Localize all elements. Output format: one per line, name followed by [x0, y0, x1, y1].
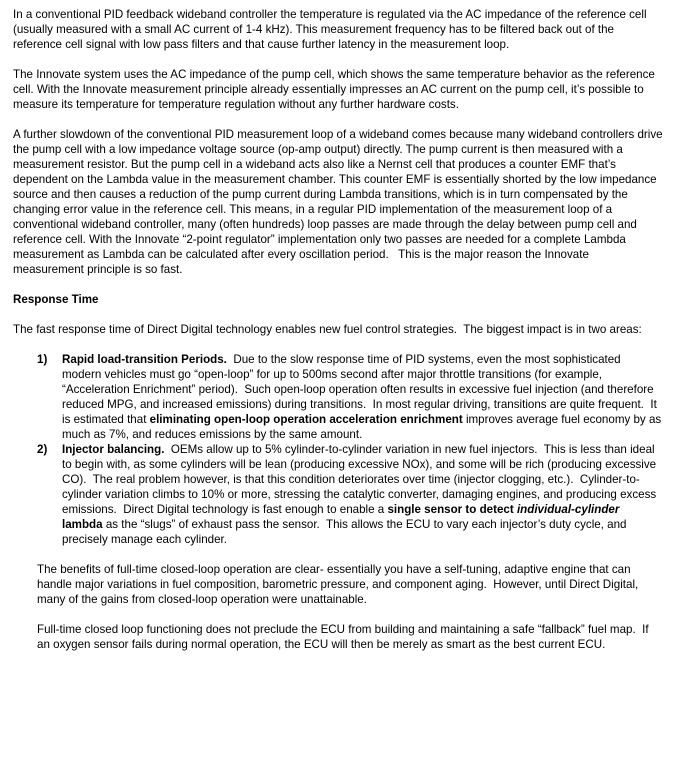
- text-segment: Rapid load-transition Periods.: [62, 353, 227, 366]
- text-segment: individual-cylinder: [516, 503, 620, 516]
- text-segment: Due to the slow response time of PID systems, even the most sophisticated modern vehicles must go “open-loop” for up to 500ms second after major throttle transitions (for example, “Acceleration Enrichment” period). Such open-loop operation often results in excessive fuel injection (and therefore reduced MPG, and increased emissions) during transitions. In most regular driving, transitions are quite frequent. It is estimated that: [62, 353, 661, 426]
- section-heading: [13, 292, 663, 307]
- text-segment: The Innovate system uses the AC impedance of the pump cell, which shows the same temperature behavior as the reference cell. With the Innovate measurement principle already essentially impresses an AC current on the pump cell, it’s possible to measure its temperature for temperature regulation without any further hardware costs.: [13, 68, 659, 111]
- paragraph: [13, 127, 666, 277]
- text-segment: A further slowdown of the conventional PID measurement loop of a wideband comes because many wideband controllers drive the pump cell with a low impedance voltage source (op-amp output) directly. The pump current is then measured with a measurement resistor. But the pump cell in a wideband acts also like a Nernst cell that produces a counter EMF that’s dependent on the Lambda value in the measurement chamber. This counter EMF is essentially shorted by the low impedance source and then causes a reduction of the pump current during Lambda transitions, which is in turn compensated by the changing error value in the reference cell. This means, in a regular PID implementation of the measurement loop of a conventional wideband controller, many (often hundreds) loop passes are made through the delay between pump cell and reference cell. With the Innovate “2-point regulator” implementation only two passes are needed for a complete Lambda measurement as Lambda can be calculated after every oscillation period. This is the major reason the Innovate measurement principle is so fast.: [13, 128, 666, 276]
- list-item: [13, 352, 663, 442]
- text-segment: Full-time closed loop functioning does not preclude the ECU from building and maintaining a safe “fallback” fuel map. If an oxygen sensor fails during normal operation, the ECU will then be merely as smart as the best current ECU.: [37, 623, 652, 651]
- numbered-list: [13, 352, 663, 547]
- list-item-text: [62, 352, 663, 442]
- paragraph: [13, 7, 663, 52]
- paragraph: [13, 67, 663, 112]
- text-segment: eliminating open-loop operation acceleration enrichment: [149, 413, 463, 426]
- text-segment: In a conventional PID feedback wideband controller the temperature is regulated via the AC impedance of the reference cell (usually measured with a small AC current of 1-4 kHz). This measurement frequency has to be filtered back out of the reference cell signal with low pass filters and that cause further latency in the measurement loop.: [13, 8, 650, 51]
- list-item-number: 1): [37, 353, 48, 366]
- paragraph: [37, 562, 663, 607]
- text-segment: OEMs allow up to 5% cylinder-to-cylinder variation in new fuel injectors. This is less than ideal to begin with, as some cylinders will be lean (producing excessive NOx), and some will be rich (producing excessive CO). The real problem however, is that this condition deteriorates over time (injector clogging, etc.). Cylinder-to-cylinder variation climbs to 10% or more, stressing the catalytic converter, damaging engines, and producing excess emissions. Direct Digital technology is fast enough to enable a: [62, 443, 660, 516]
- text-segment: Response Time: [13, 293, 99, 306]
- paragraph: [13, 322, 663, 337]
- paragraph: [37, 622, 663, 652]
- text-segment: lambda: [62, 503, 623, 531]
- text-segment: as the “slugs” of exhaust pass the sensor. This allows the ECU to vary each injector’s duty cycle, and precisely manage each cylinder.: [62, 518, 630, 546]
- text-segment: single sensor to detect: [387, 503, 517, 516]
- list-item: [13, 442, 663, 547]
- text-segment: The fast response time of Direct Digital technology enables new fuel control strategies. The biggest impact is in two areas:: [13, 323, 642, 336]
- document-body: [13, 7, 666, 652]
- text-segment: improves average fuel economy by as much as 7%, and reduces emissions by the same amount.: [62, 413, 665, 441]
- text-segment: The benefits of full-time closed-loop operation are clear- essentially you have a self-tuning, adaptive engine that can handle major variations in fuel composition, barometric pressure, and component aging. However, until Direct Digital, many of the gains from closed-loop operation were unattainable.: [37, 563, 642, 606]
- text-segment: Injector balancing.: [62, 443, 165, 456]
- list-item-text: [62, 442, 663, 547]
- list-item-number: 2): [37, 443, 48, 456]
